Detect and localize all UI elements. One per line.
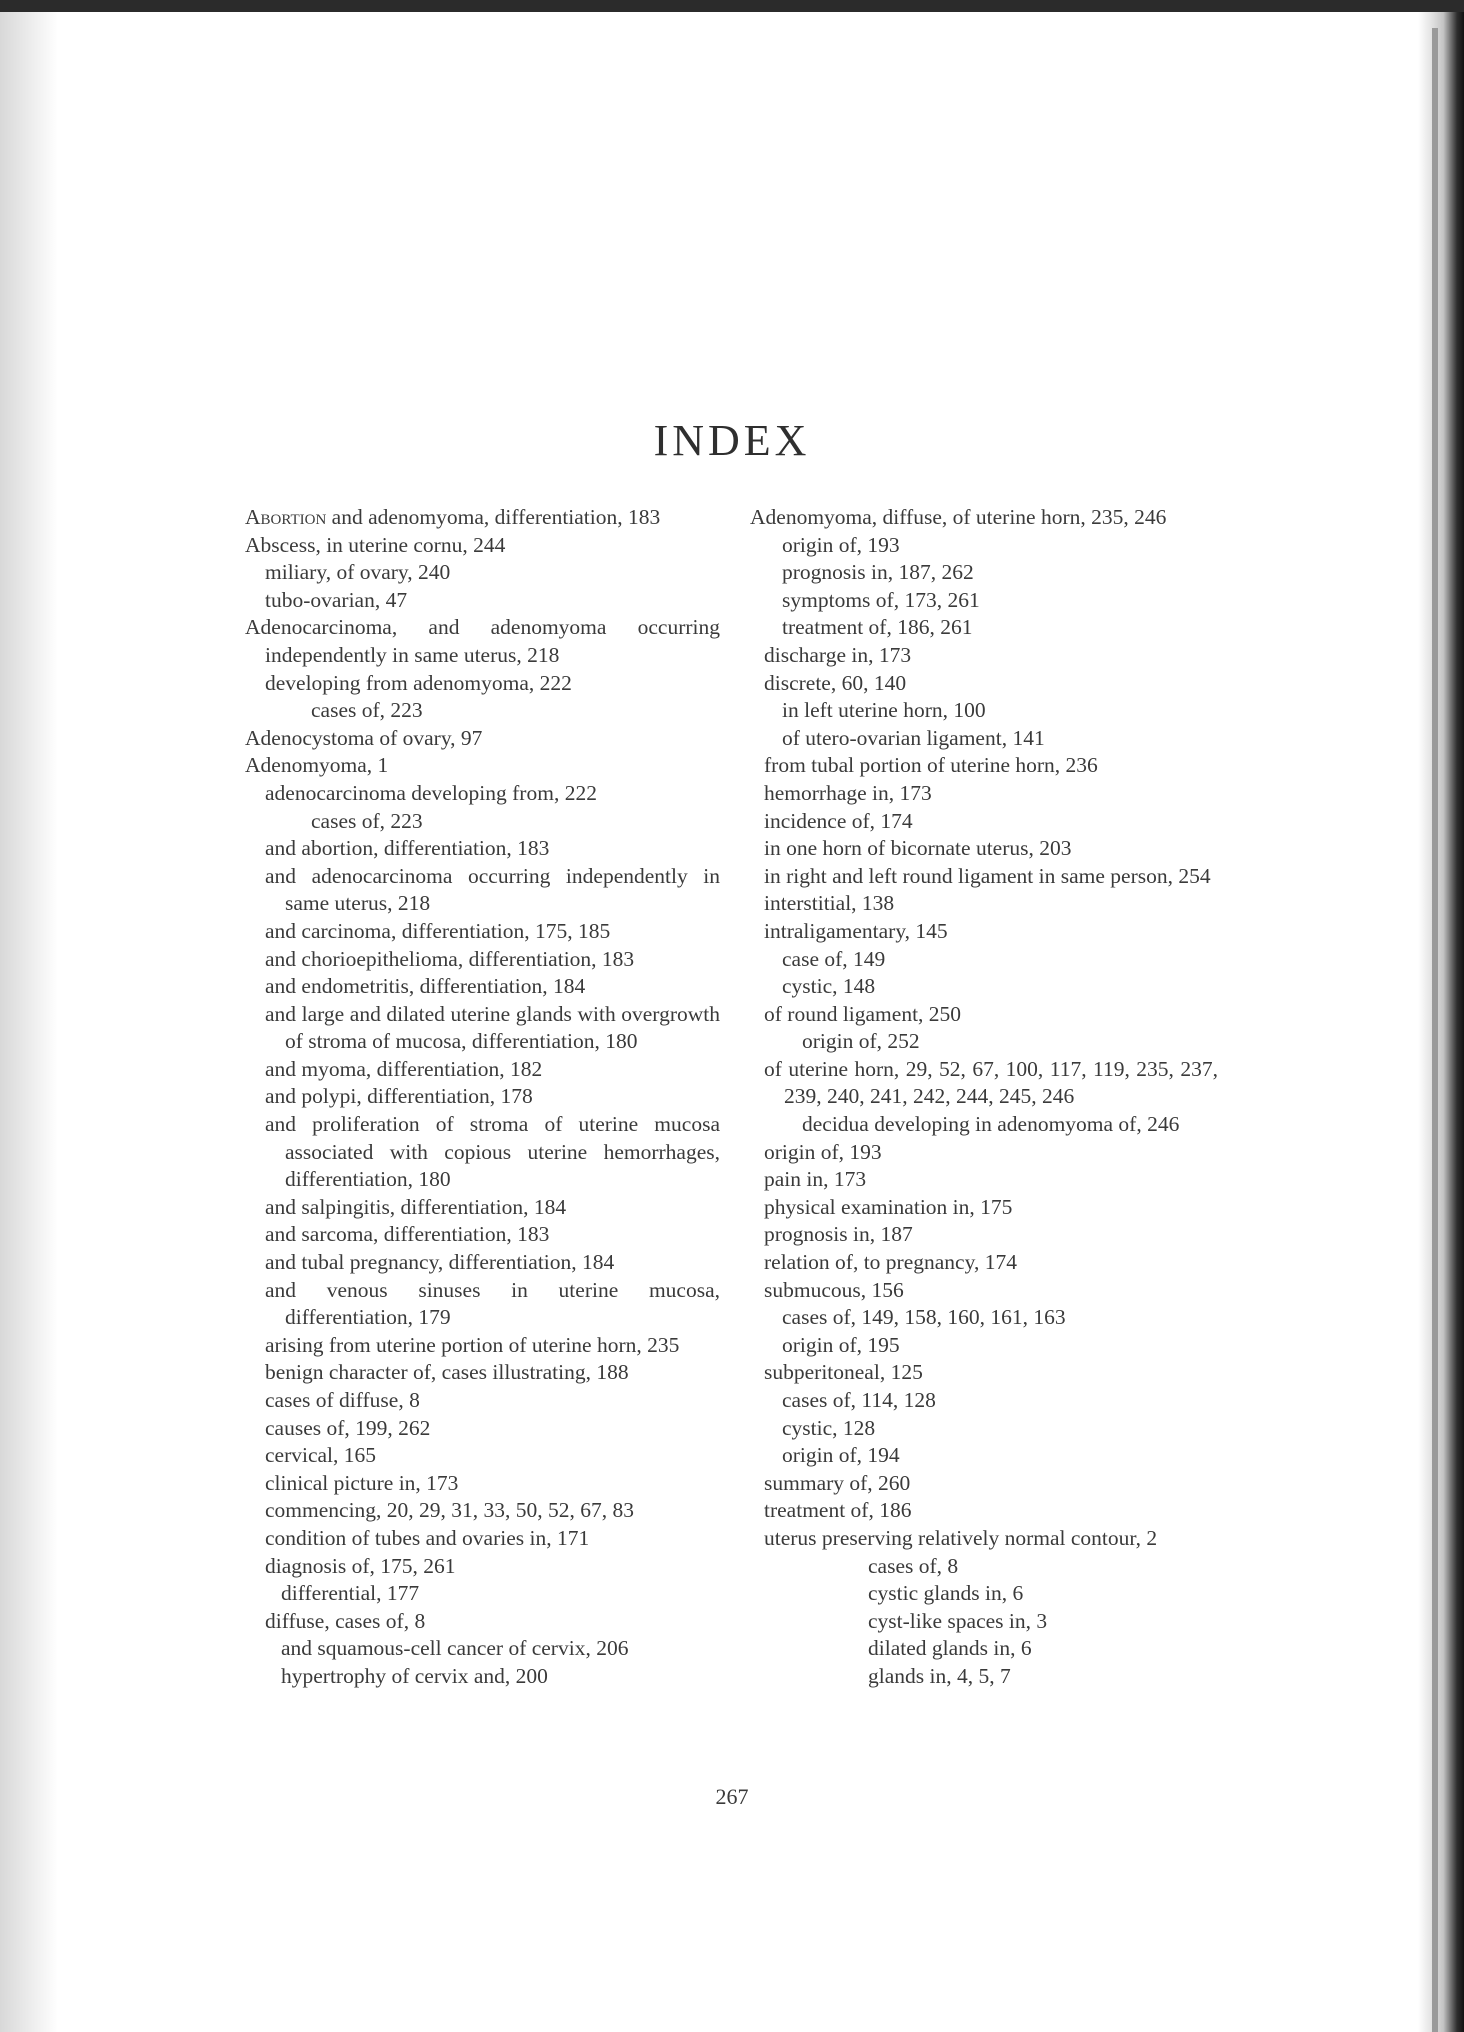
index-entry: cases of, 223 xyxy=(311,808,423,833)
index-entry: diffuse, cases of, 8 xyxy=(265,1608,426,1633)
index-entry: prognosis in, 187 xyxy=(764,1222,913,1247)
index-entry: interstitial, 138 xyxy=(764,891,895,916)
index-entry: cases of diffuse, 8 xyxy=(265,1388,420,1412)
index-entry: and myoma, differentiation, 182 xyxy=(265,1056,543,1081)
index-entry: submucous, 156 xyxy=(764,1277,904,1302)
index-entry: condition of tubes and ovaries in, 171 xyxy=(265,1525,590,1550)
scan-top-edge xyxy=(0,0,1464,12)
index-entry: origin of, 194 xyxy=(782,1443,900,1468)
index-entry: origin of, 193 xyxy=(764,1139,882,1164)
index-entry: arising from uterine portion of uterine horn, 235 xyxy=(265,1332,680,1357)
index-entry: and adenocarcinoma occurring independently in same uterus, 218 xyxy=(265,863,720,916)
index-entry: differential, 177 xyxy=(281,1581,420,1606)
index-entry: hemorrhage in, 173 xyxy=(764,780,932,805)
index-column-left xyxy=(245,504,720,1691)
index-entry: of utero-ovarian ligament, 141 xyxy=(782,725,1045,750)
page-fold-line xyxy=(1432,28,1438,2032)
index-entry: and carcinoma, differentiation, 175, 185 xyxy=(265,918,611,943)
index-entry: and squamous-cell cancer of cervix, 206 xyxy=(281,1636,629,1661)
index-entry: tubo-ovarian, 47 xyxy=(265,587,408,612)
index-entry: from tubal portion of uterine horn, 236 xyxy=(764,753,1098,778)
index-entry: and sarcoma, differentiation, 183 xyxy=(265,1222,550,1247)
index-entry: symptoms of, 173, 261 xyxy=(782,587,980,612)
index-entry: Adenomyoma, diffuse, of uterine horn, 235, 246 xyxy=(750,505,1167,529)
index-column-right xyxy=(750,504,1218,1691)
index-entry: dilated glands in, 6 xyxy=(868,1636,1032,1661)
scan-right-edge xyxy=(1418,12,1464,2032)
index-entry: case of, 149 xyxy=(782,946,886,971)
index-entry: and abortion, differentiation, 183 xyxy=(265,836,550,861)
index-entry: of round ligament, 250 xyxy=(764,1001,962,1026)
index-entry: and proliferation of stroma of uterine mucosa associated with copious uterine hemorrhages, differentiation, 180 xyxy=(265,1112,720,1192)
index-entry: cases of, 149, 158, 160, 161, 163 xyxy=(782,1305,1066,1330)
index-entry: treatment of, 186 xyxy=(764,1498,912,1523)
scan-left-shadow xyxy=(0,12,58,2032)
index-entry: discrete, 60, 140 xyxy=(764,670,907,695)
index-entry: cystic, 148 xyxy=(782,974,876,999)
index-entry: Abortion and adenomyoma, differentiation, 183 xyxy=(245,505,661,529)
index-entry: intraligamentary, 145 xyxy=(764,918,948,943)
index-entry: origin of, 252 xyxy=(802,1029,920,1054)
index-entry: benign character of, cases illustrating, 188 xyxy=(265,1360,629,1385)
index-entry: Adenocystoma of ovary, 97 xyxy=(245,725,483,750)
index-entry: subperitoneal, 125 xyxy=(764,1360,923,1385)
index-entry: cases of, 223 xyxy=(311,698,423,723)
page-title: INDEX xyxy=(653,416,811,466)
index-entry: discharge in, 173 xyxy=(764,642,912,667)
index-entry: decidua developing in adenomyoma of, 246 xyxy=(802,1112,1180,1137)
index-entry: in left uterine horn, 100 xyxy=(782,698,986,723)
index-entry: cyst-like spaces in, 3 xyxy=(868,1608,1048,1633)
index-entry: diagnosis of, 175, 261 xyxy=(265,1553,456,1578)
index-entry: Adenocarcinoma, and adenomyoma occurring independently in same uterus, 218 xyxy=(245,615,720,667)
index-entry: and tubal pregnancy, differentiation, 184 xyxy=(265,1250,615,1275)
index-entry: and large and dilated uterine glands with overgrowth of stroma of mucosa, differentiation, 180 xyxy=(265,1001,720,1054)
index-entry: hypertrophy of cervix and, 200 xyxy=(281,1663,548,1688)
index-entry: incidence of, 174 xyxy=(764,808,913,833)
index-entry: cervical, 165 xyxy=(265,1443,377,1468)
index-entry: and salpingitis, differentiation, 184 xyxy=(265,1194,567,1219)
index-entry: cystic, 128 xyxy=(782,1415,876,1440)
index-entry: summary of, 260 xyxy=(764,1470,911,1495)
index-entry: in one horn of bicornate uterus, 203 xyxy=(764,836,1072,861)
index-entry: of uterine horn, 29, 52, 67, 100, 117, 119, 235, 237, 239, 240, 241, 242, 244, 245, 246 xyxy=(764,1056,1218,1109)
index-entry: and chorioepithelioma, differentiation, 183 xyxy=(265,946,635,971)
index-entry: origin of, 193 xyxy=(782,532,900,557)
index-entry: Abscess, in uterine cornu, 244 xyxy=(245,532,506,557)
index-entry: relation of, to pregnancy, 174 xyxy=(764,1250,1017,1275)
index-entry: causes of, 199, 262 xyxy=(265,1415,431,1440)
index-entry: Adenomyoma, 1 xyxy=(245,753,389,778)
index-entry: miliary, of ovary, 240 xyxy=(265,560,451,585)
index-entry: treatment of, 186, 261 xyxy=(782,615,973,640)
index-entry: and venous sinuses in uterine mucosa, differentiation, 179 xyxy=(265,1277,720,1330)
index-entry: commencing, 20, 29, 31, 33, 50, 52, 67, 83 xyxy=(265,1498,635,1523)
index-entry: pain in, 173 xyxy=(764,1167,867,1192)
page-number: 267 xyxy=(715,1784,749,1809)
index-entry: cystic glands in, 6 xyxy=(868,1581,1024,1606)
index-entry: physical examination in, 175 xyxy=(764,1194,1013,1219)
index-entry: glands in, 4, 5, 7 xyxy=(868,1663,1011,1688)
index-entry: adenocarcinoma developing from, 222 xyxy=(265,780,597,805)
index-entry: uterus preserving relatively normal contour, 2 xyxy=(764,1525,1158,1550)
index-entry: origin of, 195 xyxy=(782,1332,900,1357)
index-entry: in right and left round ligament in same person, 254 xyxy=(764,863,1211,888)
index-entry: developing from adenomyoma, 222 xyxy=(265,670,572,695)
index-entry: and polypi, differentiation, 178 xyxy=(265,1084,533,1109)
index-entry: cases of, 8 xyxy=(868,1553,959,1578)
index-entry: cases of, 114, 128 xyxy=(782,1388,936,1412)
index-entry: clinical picture in, 173 xyxy=(265,1470,459,1495)
index-entry: and endometritis, differentiation, 184 xyxy=(265,974,586,999)
index-entry: prognosis in, 187, 262 xyxy=(782,560,974,585)
